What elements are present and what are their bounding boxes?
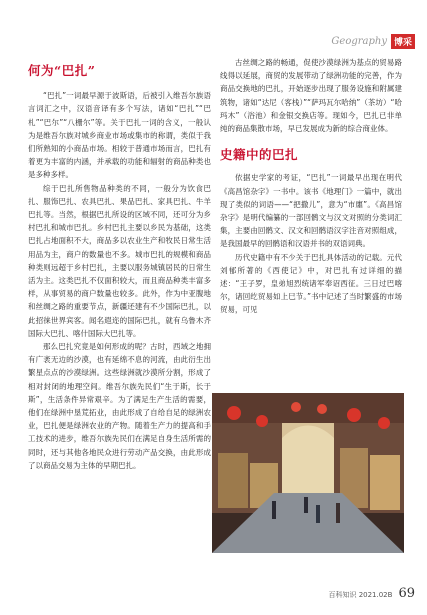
heading-what-is-bazaar: 何为“巴扎” — [28, 63, 96, 78]
magazine-issue: 百科知识 2021.02B — [328, 591, 393, 599]
paragraph: 古丝绸之路的畅通，促使沙漠绿洲为基点的贸易路线得以延展，商贸的发展带动了绿洲功能的完善，作为商品交换地的巴扎，开始逐步出现了服务设施和附属建筑物，诸如“达尼（客栈）”“萨玛瓦尔哈纳”（茶坊）“哈玛木”（浴池）和金银交换店等。现如今，巴扎已非单纯的商品集散市场，早已发展成为新的综合商业体。 — [220, 58, 402, 134]
left-column — [28, 64, 211, 472]
paragraph: 历代史籍中有不少关于巴扎具体活动的记载。元代刘郁所著的《西使记》中，对巴扎有过详细的描述：“王子罗，皇弟旭烈统诸军奉诏西征。三日过巴喀尔，诸回纥贸易如上巳节。”书中记述了当时繁盛的市场贸易，可见 — [220, 252, 402, 315]
section-name-en: Geography — [331, 36, 387, 47]
paragraph: 那么巴扎究竟是如何形成的呢？古时，西域之地拥有广袤无边的沙漠，也有延绵不息的河流，由此衍生出繁星点点的沙漠绿洲。这些绿洲就沙漠所分割，形成了相对封闭的地理空间。维吾尔族先民们“生于斯，长于斯”，生活条件异常艰辛。为了满足生产生活的需要，他们在绿洲中垦荒拓业，由此形成了自给自足的绿洲农业，巴扎便是绿洲农业的产物。随着生产力的提高和手工技术的进步，维吾尔族先民们在满足自身生活所需的同时，还与其他各地民众进行劳动产品交换，由此形成了以商品交易为主体的早期巴扎。 — [28, 342, 211, 470]
paragraph: “巴扎”一词最早源于波斯语，后被引入维吾尔族语言词汇之中，汉语音译有多个写法，诸如“巴扎”“巴札”“巴尔”“八栅尔”等。关于巴扎一词的含义，一般认为是维吾尔族对城乡商业市场或集市的称谓，类似于我们所熟知的小商品市场。相较于普通市场而言，巴扎有着更为丰富的内涵，并承载的功能和辐射的商品种类也是多种多样。 — [28, 91, 211, 180]
heading-bazaar-in-history: 史籍中的巴扎 — [220, 147, 299, 163]
paragraph: 综于巴扎所售物品种类的不同，一般分为饮食巴扎、服饰巴扎、农具巴扎、果品巴扎、家具巴扎、牛羊巴扎等。当然，根据巴扎所设的区域不同，还可分为乡村巴扎和城市巴扎。乡村巴扎主要以乡民为基础，这类巴扎占地面积不大，商品多以农业生产和牧民日常生活用品为主，商户的数量也不多。城市巴扎的规模和商品种类则远超于乡村巴扎，主要以服务城镇居民的日常生活为主。这类巴扎不仅面积较大，而且商品种类丰富多样，从事贸易的商户数量也较多。此外，作为中亚腹地和丝绸之路的重要节点，新疆还建有不少国际巴扎，以此招徕世界宾客。闻名遐迩的国际巴扎，就有乌鲁木齐国际大巴扎、喀什国际大巴扎等。 — [28, 183, 211, 338]
section-tag: 博采 — [391, 34, 415, 49]
page-footer — [328, 586, 415, 601]
right-column — [220, 56, 402, 317]
section-header — [331, 34, 415, 49]
bazaar-photo — [212, 393, 404, 553]
paragraph: 依据史学家的考证，“巴扎”一词最早出现在明代《高昌馆杂字》一书中。该书《地理门》一篇中，就出现了类似的词语——“把撒儿”，意为“市廛”。《高昌馆杂字》是明代编纂的一部回鹘文与汉文对照的分类词汇集，主要由回鹘文、汉文和回鹘语汉字注音对照组成，是我国最早的回鹘语和汉语并书的双语词典。 — [220, 173, 402, 249]
page-number: 69 — [398, 586, 415, 601]
